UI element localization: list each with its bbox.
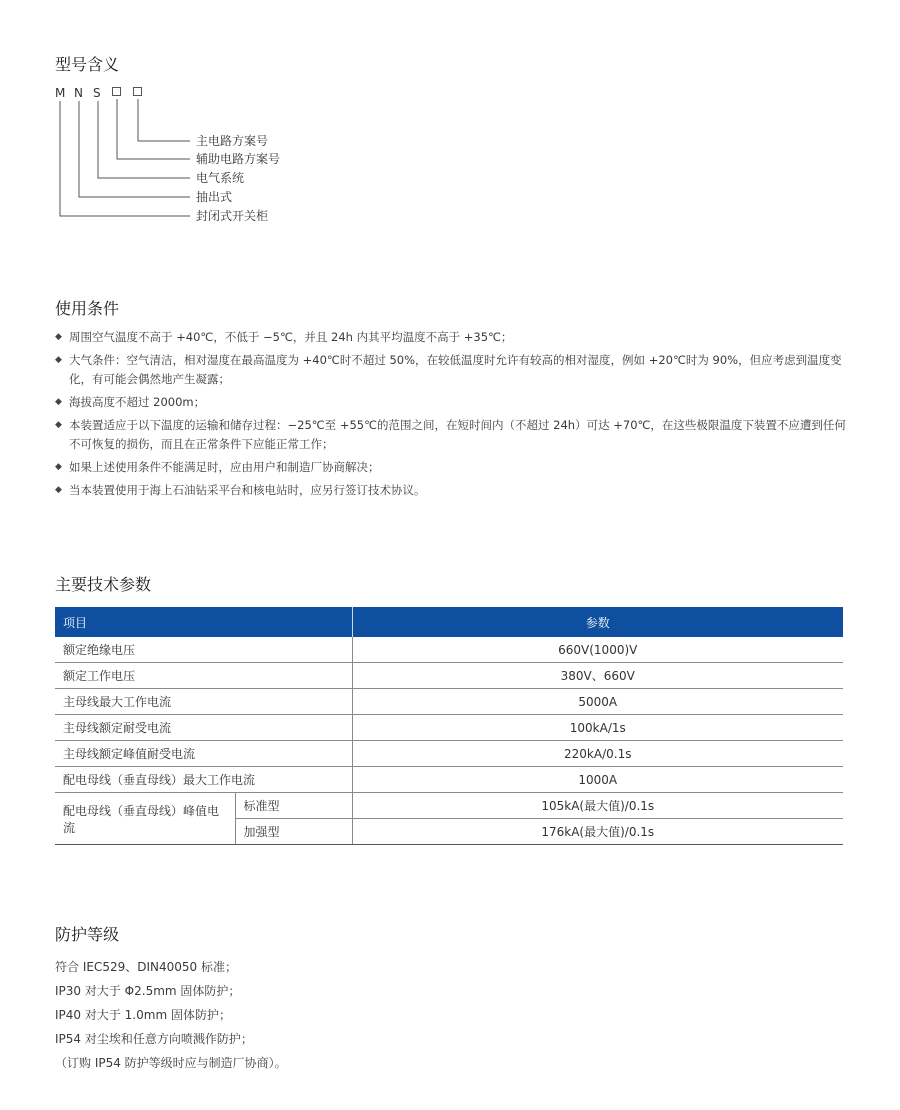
- row-value: 380V、660V: [352, 663, 843, 689]
- list-item: ◆ 如果上述使用条件不能满足时，应由用户和制造厂协商解决；: [55, 458, 850, 477]
- table-row: [55, 715, 843, 741]
- protection-text: [55, 955, 287, 1075]
- list-item: ◆ 大气条件：空气清洁，相对湿度在最高温度为 +40℃时不超过 50%，在较低温度时允许有较高的相对湿度，例如 +20℃时为 90%，但应考虑到温度变化，有可能会偶然地产生凝露；: [55, 353, 842, 386]
- conditions-list: [55, 328, 850, 504]
- row-value: 660V(1000)V: [352, 637, 843, 663]
- params-table: [55, 607, 843, 845]
- model-letter-n: N: [74, 86, 83, 100]
- model-label-main-circuit: 主电路方案号: [196, 134, 269, 148]
- protection-section-title: 防护等级: [55, 925, 120, 944]
- protection-line: 符合 IEC529、DIN40050 标准；: [55, 960, 237, 974]
- table-row: [55, 663, 843, 689]
- row-item: 额定工作电压: [55, 663, 352, 689]
- list-item: ◆ 当本装置使用于海上石油钻采平台和核电站时，应另行签订技术协议。: [55, 481, 850, 500]
- row-value: 5000A: [352, 689, 843, 715]
- diamond-bullet-icon: ◆: [55, 485, 62, 495]
- model-section-title: 型号含义: [55, 55, 120, 74]
- conditions-section-title: 使用条件: [55, 299, 120, 318]
- protection-line: IP54 对尘埃和任意方向喷溅作防护；: [55, 1032, 253, 1046]
- row-item: 配电母线（垂直母线）最大工作电流: [55, 767, 352, 793]
- model-label-electrical-system: 电气系统: [196, 171, 245, 185]
- row-value: 105kA(最大值)/0.1s: [352, 793, 843, 819]
- diamond-bullet-icon: ◆: [55, 420, 62, 430]
- model-letter-m: M: [55, 86, 66, 100]
- list-item: ◆ 本装置适应于以下温度的运输和储存过程：−25℃至 +55℃的范围之间，在短时间内（不超过 24h）可达 +70℃，在这些极限温度下装置不应遭到任何不可恢复的损伤，而且在正常条件下应能正常工作；: [55, 418, 846, 451]
- model-label-drawout: 抽出式: [196, 190, 233, 204]
- diamond-bullet-icon: ◆: [55, 332, 62, 342]
- diamond-bullet-icon: ◆: [55, 397, 62, 407]
- diamond-bullet-icon: ◆: [55, 355, 62, 365]
- model-label-aux-circuit: 辅助电路方案号: [196, 152, 281, 166]
- header-item: 项目: [55, 607, 352, 637]
- protection-line: IP30 对大于 Φ2.5mm 固体防护；: [55, 984, 241, 998]
- row-item: 主母线最大工作电流: [55, 689, 352, 715]
- table-row: [55, 767, 843, 793]
- table-header-row: [55, 607, 843, 637]
- model-label-enclosed-switchgear: 封闭式开关柜: [196, 209, 269, 223]
- table-row: [55, 793, 843, 819]
- model-letter-s: S: [93, 86, 101, 100]
- row-item: 额定绝缘电压: [55, 637, 352, 663]
- diamond-bullet-icon: ◆: [55, 462, 62, 472]
- row-value: 1000A: [352, 767, 843, 793]
- model-connector-lines: [0, 0, 900, 240]
- row-value: 100kA/1s: [352, 715, 843, 741]
- table-row: [55, 689, 843, 715]
- table-row: [55, 741, 843, 767]
- table-row: [55, 637, 843, 663]
- header-value: 参数: [352, 607, 843, 637]
- row-value: 176kA(最大值)/0.1s: [352, 819, 843, 845]
- row-item: 主母线额定峰值耐受电流: [55, 741, 352, 767]
- row-item: 配电母线（垂直母线）峰值电流: [55, 793, 235, 845]
- row-subtype: 加强型: [235, 819, 352, 845]
- list-item: ◆ 周围空气温度不高于 +40℃，不低于 −5℃，并且 24h 内其平均温度不高于 +35℃；: [55, 328, 850, 347]
- protection-line: （订购 IP54 防护等级时应与制造厂协商）。: [55, 1056, 287, 1070]
- row-subtype: 标准型: [235, 793, 352, 819]
- row-item: 主母线额定耐受电流: [55, 715, 352, 741]
- params-section-title: 主要技术参数: [55, 575, 152, 594]
- protection-line: IP40 对大于 1.0mm 固体防护；: [55, 1008, 231, 1022]
- row-value: 220kA/0.1s: [352, 741, 843, 767]
- list-item: ◆ 海拔高度不超过 2000m；: [55, 393, 850, 412]
